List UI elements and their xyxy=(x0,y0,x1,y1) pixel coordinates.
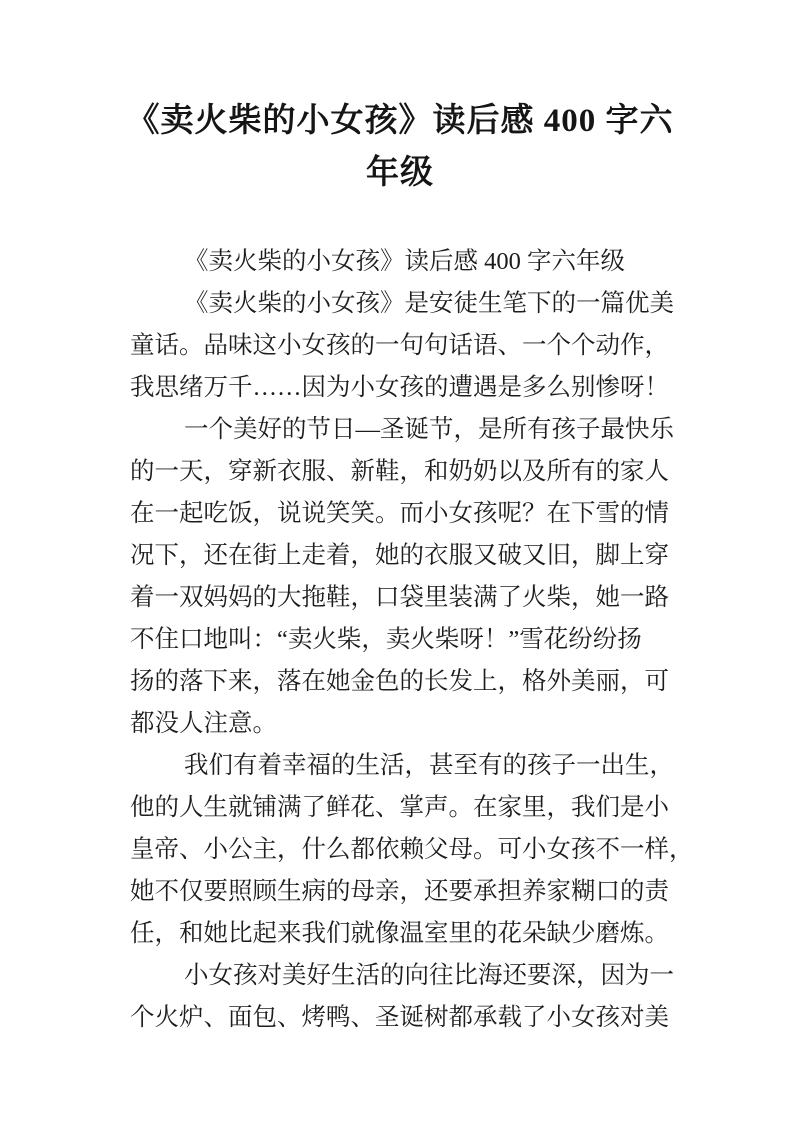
body-line: 皇帝、小公主，什么都依赖父母。可小女孩不一样， xyxy=(130,836,694,863)
body-line: 童话。品味这小女孩的一句句话语、一个个动作， xyxy=(130,332,669,359)
body-line: 我们有着幸福的生活，甚至有的孩子一出生， xyxy=(184,752,674,779)
body-line: 着一双妈妈的大拖鞋，口袋里装满了火柴，她一路 xyxy=(130,584,669,611)
body-line: 小女孩对美好生活的向往比海还要深，因为一 xyxy=(184,962,674,989)
body-line: 况下，还在街上走着，她的衣服又破又旧，脚上穿 xyxy=(130,542,669,569)
body-line: 在一起吃饭，说说笑笑。而小女孩呢？在下雪的情 xyxy=(130,500,669,527)
title-line-2: 年级 xyxy=(366,155,434,191)
body-line: 不住口地叫：“卖火柴，卖火柴呀！”雪花纷纷扬 xyxy=(130,626,642,653)
body-line: 都没人注意。 xyxy=(130,710,277,737)
body-line: 任，和她比起来我们就像温室里的花朵缺少磨炼。 xyxy=(130,920,669,947)
body-line: 《卖火柴的小女孩》是安徒生笔下的一篇优美 xyxy=(184,290,674,317)
document-body xyxy=(0,241,800,1039)
body-line: 个火炉、面包、烤鸭、圣诞树都承载了小女孩对美 xyxy=(130,1004,669,1031)
body-line: 扬的落下来，落在她金色的长发上，格外美丽，可 xyxy=(130,668,669,695)
body-line: 一个美好的节日—圣诞节，是所有孩子最快乐 xyxy=(184,416,674,443)
body-line: 《卖火柴的小女孩》读后感 400 字六年级 xyxy=(184,248,625,275)
body-line: 我思绪万千……因为小女孩的遭遇是多么别惨呀！ xyxy=(130,374,669,401)
title-line-1: 《卖火柴的小女孩》读后感 400 字六 xyxy=(126,103,674,139)
body-line: 的一天，穿新衣服、新鞋，和奶奶以及所有的家人 xyxy=(130,458,669,485)
document-title xyxy=(0,95,800,199)
body-line: 她不仅要照顾生病的母亲，还要承担养家糊口的责 xyxy=(130,878,669,905)
body-line: 他的人生就铺满了鲜花、掌声。在家里，我们是小 xyxy=(130,794,669,821)
